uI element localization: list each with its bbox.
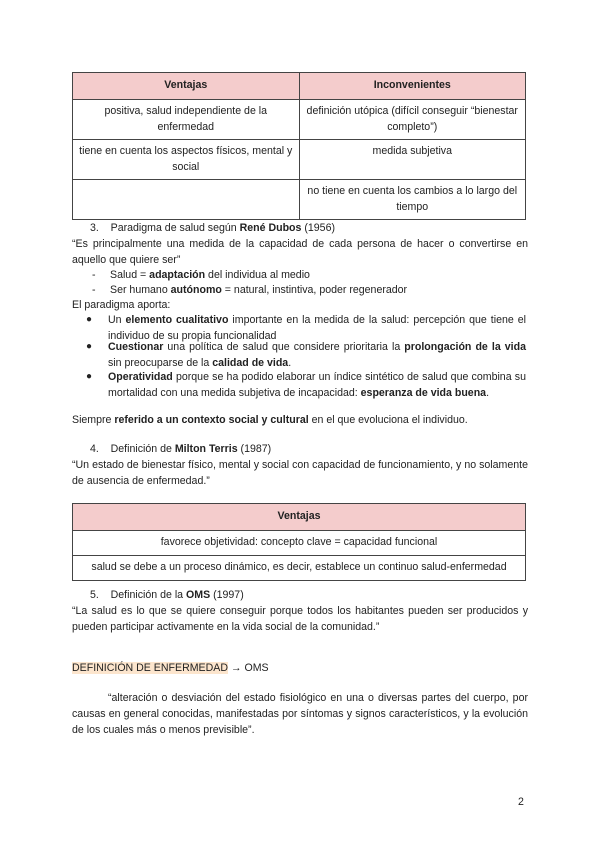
- list-item: ● Un elemento cualitativo importante en la medida de la salud: percepción que tiene el individuo de su propia funcionalidad: [86, 314, 526, 342]
- list-item: - Salud = adaptación del individua al medio: [92, 269, 310, 281]
- column-header: Ventajas: [73, 504, 526, 531]
- table-header-row: [73, 73, 526, 100]
- table-cell: tiene en cuenta los aspectos físicos, mental y social: [73, 140, 300, 180]
- table-row: [73, 100, 526, 140]
- ventajas-table: [72, 503, 526, 581]
- section-heading-dubos: 3. Paradigma de salud según René Dubos (1956): [90, 222, 335, 234]
- oms-quote: “La salud es lo que se quiere conseguir porque todos los habitantes pueden ser producidos y pueden participar activamente en la vida social de la comunidad.”: [72, 605, 528, 633]
- column-header: Inconvenientes: [299, 73, 526, 100]
- table-row: [73, 140, 526, 180]
- table-cell: positiva, salud independiente de la enfermedad: [73, 100, 300, 140]
- table-row: [73, 531, 526, 556]
- bullet-icon: ●: [86, 371, 93, 382]
- bullet-icon: ●: [86, 314, 93, 325]
- table-cell: no tiene en cuenta los cambios a lo largo del tiempo: [299, 179, 526, 219]
- table-cell: medida subjetiva: [299, 140, 526, 180]
- bullet-icon: ●: [86, 341, 93, 352]
- table-cell: definición utópica (difícil conseguir “bienestar completo”): [299, 100, 526, 140]
- table-cell: favorece objetividad: concepto clave = capacidad funcional: [73, 531, 526, 556]
- section-heading-terris: 4. Definición de Milton Terris (1987): [90, 443, 272, 455]
- list-item: ● Cuestionar una política de salud que considere prioritaria la prolongación de la vida sin preocuparse de la calidad de vida.: [86, 341, 526, 369]
- page-number: 2: [518, 796, 524, 808]
- enfermedad-heading: DEFINICIÓN DE ENFERMEDAD → OMS: [72, 662, 269, 674]
- table-cell: salud se debe a un proceso dinámico, es decir, establece un continuo salud-enfermedad: [73, 556, 526, 581]
- table-cell: [73, 179, 300, 219]
- highlighted-heading: DEFINICIÓN DE ENFERMEDAD: [72, 662, 228, 674]
- list-item: ● Operatividad porque se ha podido elaborar un índice sintético de salud que combina su mortalidad con una medida subjetiva de incapacidad: esperanza de vida buena.: [86, 371, 526, 399]
- column-header: Ventajas: [73, 73, 300, 100]
- enfermedad-quote: “alteración o desviación del estado fisiológico en una o diversas partes del cuerpo, por causas en general conocidas, manifestadas por síntomas y signos característicos, y la evolución de los cuales más o menos previsible”.: [72, 692, 528, 736]
- section-heading-oms: 5. Definición de la OMS (1997): [90, 589, 244, 601]
- terris-quote: “Un estado de bienestar físico, mental y social con capacidad de funcionamiento, y no solamente de ausencia de enfermedad.”: [72, 459, 528, 487]
- contexto-line: Siempre referido a un contexto social y cultural en el que evoluciona el individuo.: [72, 414, 468, 426]
- table-row: [73, 556, 526, 581]
- ventajas-inconvenientes-table: [72, 72, 526, 220]
- dubos-quote: “Es principalmente una medida de la capacidad de cada persona de hacer o convertirse en aquello que quiere ser”: [72, 238, 528, 266]
- aporta-label: El paradigma aporta:: [72, 299, 171, 311]
- list-item: - Ser humano autónomo = natural, instintiva, poder regenerador: [92, 284, 408, 296]
- table-header-row: [73, 504, 526, 531]
- table-row: [73, 179, 526, 219]
